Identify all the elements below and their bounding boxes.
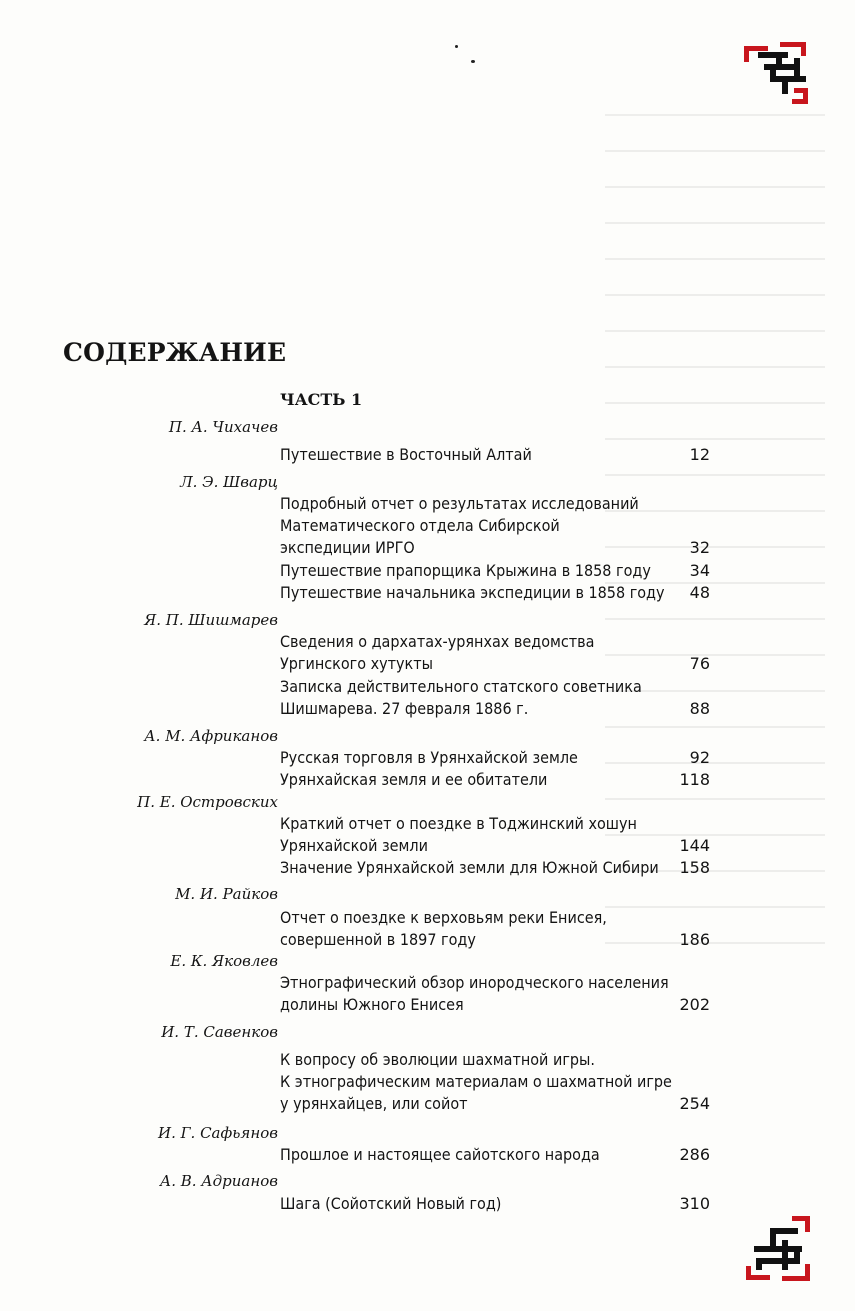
toc-entry[interactable] [280, 631, 712, 675]
toc-entry[interactable] [280, 747, 712, 769]
toc-entry[interactable] [280, 769, 712, 791]
entry-title: Шага (Сойотский Новый год) [280, 1194, 502, 1213]
author-name: П. Е. Островских [137, 793, 278, 811]
page-number: 118 [679, 770, 710, 789]
entry-title: у урянхайцев, или сойот [280, 1094, 468, 1113]
entry-title: Путешествие прапорщика Крыжина в 1858 году [280, 561, 651, 580]
page-number: 202 [679, 995, 710, 1014]
author-name: Я. П. Шишмарев [144, 611, 278, 629]
entry-title: Этнографический обзор инородческого населения [280, 973, 669, 992]
page-title: СОДЕРЖАНИЕ [63, 338, 287, 367]
toc-entry[interactable] [280, 1049, 712, 1115]
ornament-black [758, 52, 806, 94]
author-name: А. М. Африканов [144, 727, 278, 745]
page-number: 254 [679, 1094, 710, 1113]
entry-title: Математического отдела Сибирской [280, 516, 560, 535]
entry-title: Шишмарева. 27 февраля 1886 г. [280, 699, 529, 718]
entry-title: экспедиции ИРГО [280, 538, 415, 557]
page-number: 310 [679, 1194, 710, 1213]
page-number: 34 [689, 561, 710, 580]
entry-title: Краткий отчет о поездке в Тоджинский хошун [280, 814, 637, 833]
page-number: 12 [689, 445, 710, 464]
author-name: И. Т. Савенков [161, 1023, 278, 1041]
toc-entry[interactable] [280, 676, 712, 720]
entry-title: Отчет о поездке к верховьям реки Енисея, [280, 908, 607, 927]
entry-title: Путешествие в Восточный Алтай [280, 445, 532, 464]
author-name: А. В. Адрианов [159, 1172, 278, 1190]
author-name: М. И. Райков [175, 885, 278, 903]
paper-speck [455, 45, 458, 48]
page-number: 158 [679, 858, 710, 877]
entry-title: Записка действительного статского советника [280, 677, 642, 696]
entry-title: Значение Урянхайской земли для Южной Сибири [280, 858, 659, 877]
toc-entry[interactable] [280, 907, 712, 951]
toc-entry[interactable] [280, 493, 712, 559]
toc-entry[interactable] [280, 813, 712, 857]
entry-title: совершенной в 1897 году [280, 930, 476, 949]
toc-entry[interactable] [280, 857, 712, 879]
ornament-top-right-icon [740, 40, 812, 106]
author-name: П. А. Чихачев [168, 418, 278, 436]
page-number: 76 [689, 654, 710, 673]
entry-title: Урянхайская земля и ее обитатели [280, 770, 548, 789]
toc-entry[interactable] [280, 560, 712, 582]
page-number: 144 [679, 836, 710, 855]
entry-title: Урянхайской земли [280, 836, 428, 855]
paper-speck [471, 60, 475, 63]
entry-title: Подробный отчет о результатах исследований [280, 494, 639, 513]
entry-title: К вопросу об эволюции шахматной игры. [280, 1050, 595, 1069]
entry-title: Прошлое и настоящее сайотского народа [280, 1145, 600, 1164]
entry-title: Русская торговля в Урянхайской земле [280, 748, 578, 767]
entry-title: К этнографическим материалам о шахматной игре [280, 1072, 672, 1091]
page-number: 48 [689, 583, 710, 602]
author-name: Л. Э. Шварц [180, 473, 278, 491]
page-number: 186 [679, 930, 710, 949]
author-name: И. Г. Сафьянов [158, 1124, 278, 1142]
entry-title: Ургинского хутукты [280, 654, 433, 673]
entry-title: Сведения о дархатах-урянхах ведомства [280, 632, 595, 651]
page-number: 32 [689, 538, 710, 557]
toc-entry[interactable] [280, 444, 712, 466]
toc-entry[interactable] [280, 1193, 712, 1215]
page-number: 286 [679, 1145, 710, 1164]
entry-title: Путешествие начальника экспедиции в 1858 году [280, 583, 665, 602]
toc-entry[interactable] [280, 972, 712, 1016]
toc-entry[interactable] [280, 582, 712, 604]
part-heading: ЧАСТЬ 1 [280, 390, 363, 409]
toc-entry[interactable] [280, 1144, 712, 1166]
entry-title: долины Южного Енисея [280, 995, 464, 1014]
page-number: 92 [689, 748, 710, 767]
ornament-bottom-right-icon [742, 1214, 814, 1284]
author-name: Е. К. Яковлев [170, 952, 278, 970]
page-number: 88 [689, 699, 710, 718]
